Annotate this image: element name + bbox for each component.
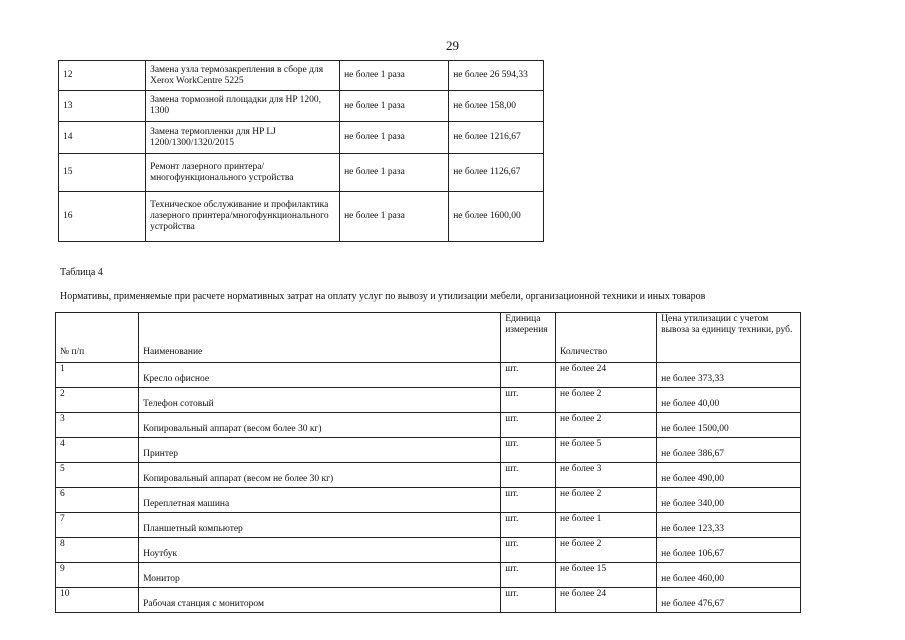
item-unit: шт. — [501, 438, 556, 463]
item-name: Копировальный аппарат (весом не более 30 кг) — [139, 463, 501, 488]
item-price: не более 123,33 — [657, 513, 801, 538]
item-name: Кресло офисное — [139, 363, 501, 388]
table-row — [56, 463, 801, 488]
service-price: не более 1600,00 — [449, 192, 544, 242]
row-number: 6 — [56, 488, 139, 513]
item-unit: шт. — [501, 513, 556, 538]
item-price: не более 106,67 — [657, 538, 801, 563]
service-price: не более 1216,67 — [449, 122, 544, 154]
row-number: 3 — [56, 413, 139, 438]
row-number: 5 — [56, 463, 139, 488]
row-number: 4 — [56, 438, 139, 463]
row-number: 15 — [59, 154, 146, 192]
table-row — [56, 563, 801, 588]
header-num: № п/п — [56, 313, 139, 363]
item-name: Планшетный компьютер — [139, 513, 501, 538]
service-name: Ремонт лазерного принтера/многофункционального устройства — [146, 154, 340, 192]
table-row — [56, 363, 801, 388]
item-qty: не более 24 — [555, 363, 656, 388]
table-row — [59, 61, 544, 91]
service-limit: не более 1 раза — [340, 122, 449, 154]
item-qty: не более 2 — [555, 413, 656, 438]
header-price: Цена утилизации с учетом вывоза за единицу техники, руб. — [657, 313, 801, 363]
item-name: Ноутбук — [139, 538, 501, 563]
table-row — [59, 154, 544, 192]
item-price: не более 386,67 — [657, 438, 801, 463]
page-number: 29 — [446, 38, 459, 53]
row-number: 2 — [56, 388, 139, 413]
table-row — [59, 91, 544, 122]
item-unit: шт. — [501, 588, 556, 613]
item-price: не более 340,00 — [657, 488, 801, 513]
service-limit: не более 1 раза — [340, 61, 449, 91]
service-price: не более 1126,67 — [449, 154, 544, 192]
table-row — [56, 538, 801, 563]
service-name: Замена тормозной площадки для HP 1200, 1300 — [146, 91, 340, 122]
table-row — [56, 513, 801, 538]
header-name: Наименование — [139, 313, 501, 363]
service-name: Замена узла термозакрепления в сборе для Xerox WorkCentre 5225 — [146, 61, 340, 91]
item-name: Переплетная машина — [139, 488, 501, 513]
table-row — [56, 488, 801, 513]
service-limit: не более 1 раза — [340, 91, 449, 122]
item-name: Копировальный аппарат (весом более 30 кг) — [139, 413, 501, 438]
service-name: Техническое обслуживание и профилактика лазерного принтера/многофункционального устройства — [146, 192, 340, 242]
row-number: 1 — [56, 363, 139, 388]
item-price: не более 490,00 — [657, 463, 801, 488]
row-number: 7 — [56, 513, 139, 538]
item-name: Телефон сотовый — [139, 388, 501, 413]
item-unit: шт. — [501, 388, 556, 413]
services-table — [58, 60, 544, 242]
item-price: не более 40,00 — [657, 388, 801, 413]
item-name: Принтер — [139, 438, 501, 463]
item-unit: шт. — [501, 488, 556, 513]
item-unit: шт. — [501, 563, 556, 588]
service-limit: не более 1 раза — [340, 192, 449, 242]
item-unit: шт. — [501, 413, 556, 438]
service-limit: не более 1 раза — [340, 154, 449, 192]
table-row — [56, 438, 801, 463]
item-qty: не более 24 — [555, 588, 656, 613]
service-price: не более 158,00 — [449, 91, 544, 122]
item-name: Рабочая станция с монитором — [139, 588, 501, 613]
row-number: 14 — [59, 122, 146, 154]
table-row — [59, 192, 544, 242]
item-price: не более 373,33 — [657, 363, 801, 388]
item-price: не более 1500,00 — [657, 413, 801, 438]
item-name: Монитор — [139, 563, 501, 588]
item-price: не более 476,67 — [657, 588, 801, 613]
table-row — [59, 122, 544, 154]
item-qty: не более 2 — [555, 388, 656, 413]
item-qty: не более 15 — [555, 563, 656, 588]
item-qty: не более 3 — [555, 463, 656, 488]
table-row — [56, 588, 801, 613]
service-price: не более 26 594,33 — [449, 61, 544, 91]
row-number: 10 — [56, 588, 139, 613]
item-qty: не более 2 — [555, 538, 656, 563]
item-qty: не более 1 — [555, 513, 656, 538]
service-name: Замена термопленки для HP LJ 1200/1300/1320/2015 — [146, 122, 340, 154]
item-unit: шт. — [501, 363, 556, 388]
table-description: Нормативы, применяемые при расчете нормативных затрат на оплату услуг по вывозу и утилизации мебели, организационной техники и иных товаров — [60, 291, 706, 302]
item-qty: не более 2 — [555, 488, 656, 513]
header-qty: Количество — [555, 313, 656, 363]
table-caption: Таблица 4 — [60, 267, 103, 278]
row-number: 13 — [59, 91, 146, 122]
row-number: 12 — [59, 61, 146, 91]
row-number: 8 — [56, 538, 139, 563]
table-row — [56, 413, 801, 438]
table-header-row — [56, 313, 801, 363]
disposal-norms-table — [55, 312, 801, 613]
row-number: 9 — [56, 563, 139, 588]
item-unit: шт. — [501, 463, 556, 488]
table-row — [56, 388, 801, 413]
header-unit: Единица измерения — [501, 313, 556, 363]
item-qty: не более 5 — [555, 438, 656, 463]
item-price: не более 460,00 — [657, 563, 801, 588]
item-unit: шт. — [501, 538, 556, 563]
row-number: 16 — [59, 192, 146, 242]
